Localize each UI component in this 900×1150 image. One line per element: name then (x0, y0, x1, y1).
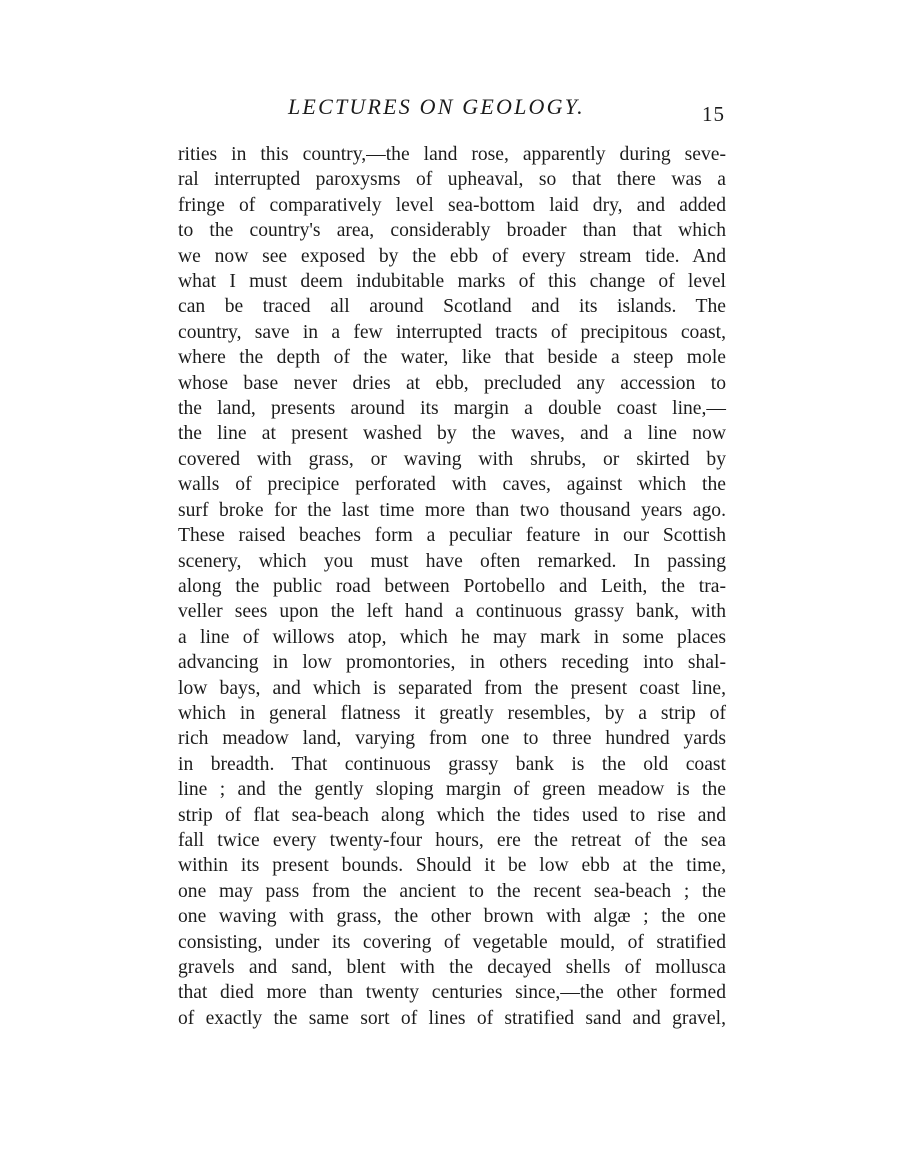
text-line: whose base never dries at ebb, precluded any accession to (178, 372, 726, 394)
text-line: one waving with grass, the other brown with algæ ; the one (178, 906, 726, 928)
text-line: rich meadow land, varying from one to three hundred yards (178, 728, 726, 750)
text-line: consisting, under its covering of vegetable mould, of stratified (178, 931, 726, 953)
page-number: 15 (702, 102, 725, 126)
text-line: veller sees upon the left hand a continuous grassy bank, with (178, 601, 726, 623)
text-line: the line at present washed by the waves, and a line now (178, 423, 726, 445)
text-line: that died more than twenty centuries since,—the other formed (178, 982, 726, 1004)
text-line: walls of precipice perforated with caves, against which the (178, 474, 726, 496)
text-line: can be traced all around Scotland and its islands. The (178, 296, 726, 318)
running-head-title: LECTURES ON GEOLOGY. (288, 94, 585, 119)
text-line: of exactly the same sort of lines of stratified sand and gravel, (178, 1007, 726, 1029)
text-line: country, save in a few interrupted tracts of precipitous coast, (178, 321, 726, 343)
text-line: within its present bounds. Should it be low ebb at the time, (178, 855, 726, 877)
text-line: scenery, which you must have often remarked. In passing (178, 550, 726, 572)
text-line: fringe of comparatively level sea-bottom laid dry, and added (178, 194, 726, 216)
text-line: strip of flat sea-beach along which the tides used to rise and (178, 804, 726, 826)
body-text (178, 142, 726, 1031)
text-line: the land, presents around its margin a double coast line,— (178, 398, 726, 420)
text-line: what I must deem indubitable marks of this change of level (178, 271, 726, 293)
text-line: in breadth. That continuous grassy bank is the old coast (178, 753, 726, 775)
text-line: covered with grass, or waving with shrubs, or skirted by (178, 448, 726, 470)
text-line: we now see exposed by the ebb of every stream tide. And (178, 245, 726, 267)
text-line: gravels and sand, blent with the decayed shells of mollusca (178, 957, 726, 978)
text-line: line ; and the gently sloping margin of green meadow is the (178, 779, 726, 801)
text-line: one may pass from the ancient to the recent sea-beach ; the (178, 880, 726, 902)
text-line: a line of willows atop, which he may mark in some places (178, 626, 726, 648)
text-line: rities in this country,—the land rose, apparently during seve- (178, 144, 726, 165)
text-line: which in general flatness it greatly resembles, by a strip of (178, 702, 726, 724)
text-line: ral interrupted paroxysms of upheaval, so that there was a (178, 169, 726, 191)
text-line: advancing in low promontories, in others receding into shal- (178, 652, 726, 674)
text-line: along the public road between Portobello and Leith, the tra- (178, 575, 726, 597)
text-line: to the country's area, considerably broader than that which (178, 220, 726, 242)
text-line: surf broke for the last time more than two thousand years ago. (178, 499, 726, 521)
text-line: fall twice every twenty-four hours, ere the retreat of the sea (178, 829, 726, 851)
running-head (180, 94, 725, 128)
text-line: low bays, and which is separated from the present coast line, (178, 677, 726, 699)
text-line: where the depth of the water, like that beside a steep mole (178, 347, 726, 369)
text-line: These raised beaches form a peculiar feature in our Scottish (178, 525, 726, 547)
